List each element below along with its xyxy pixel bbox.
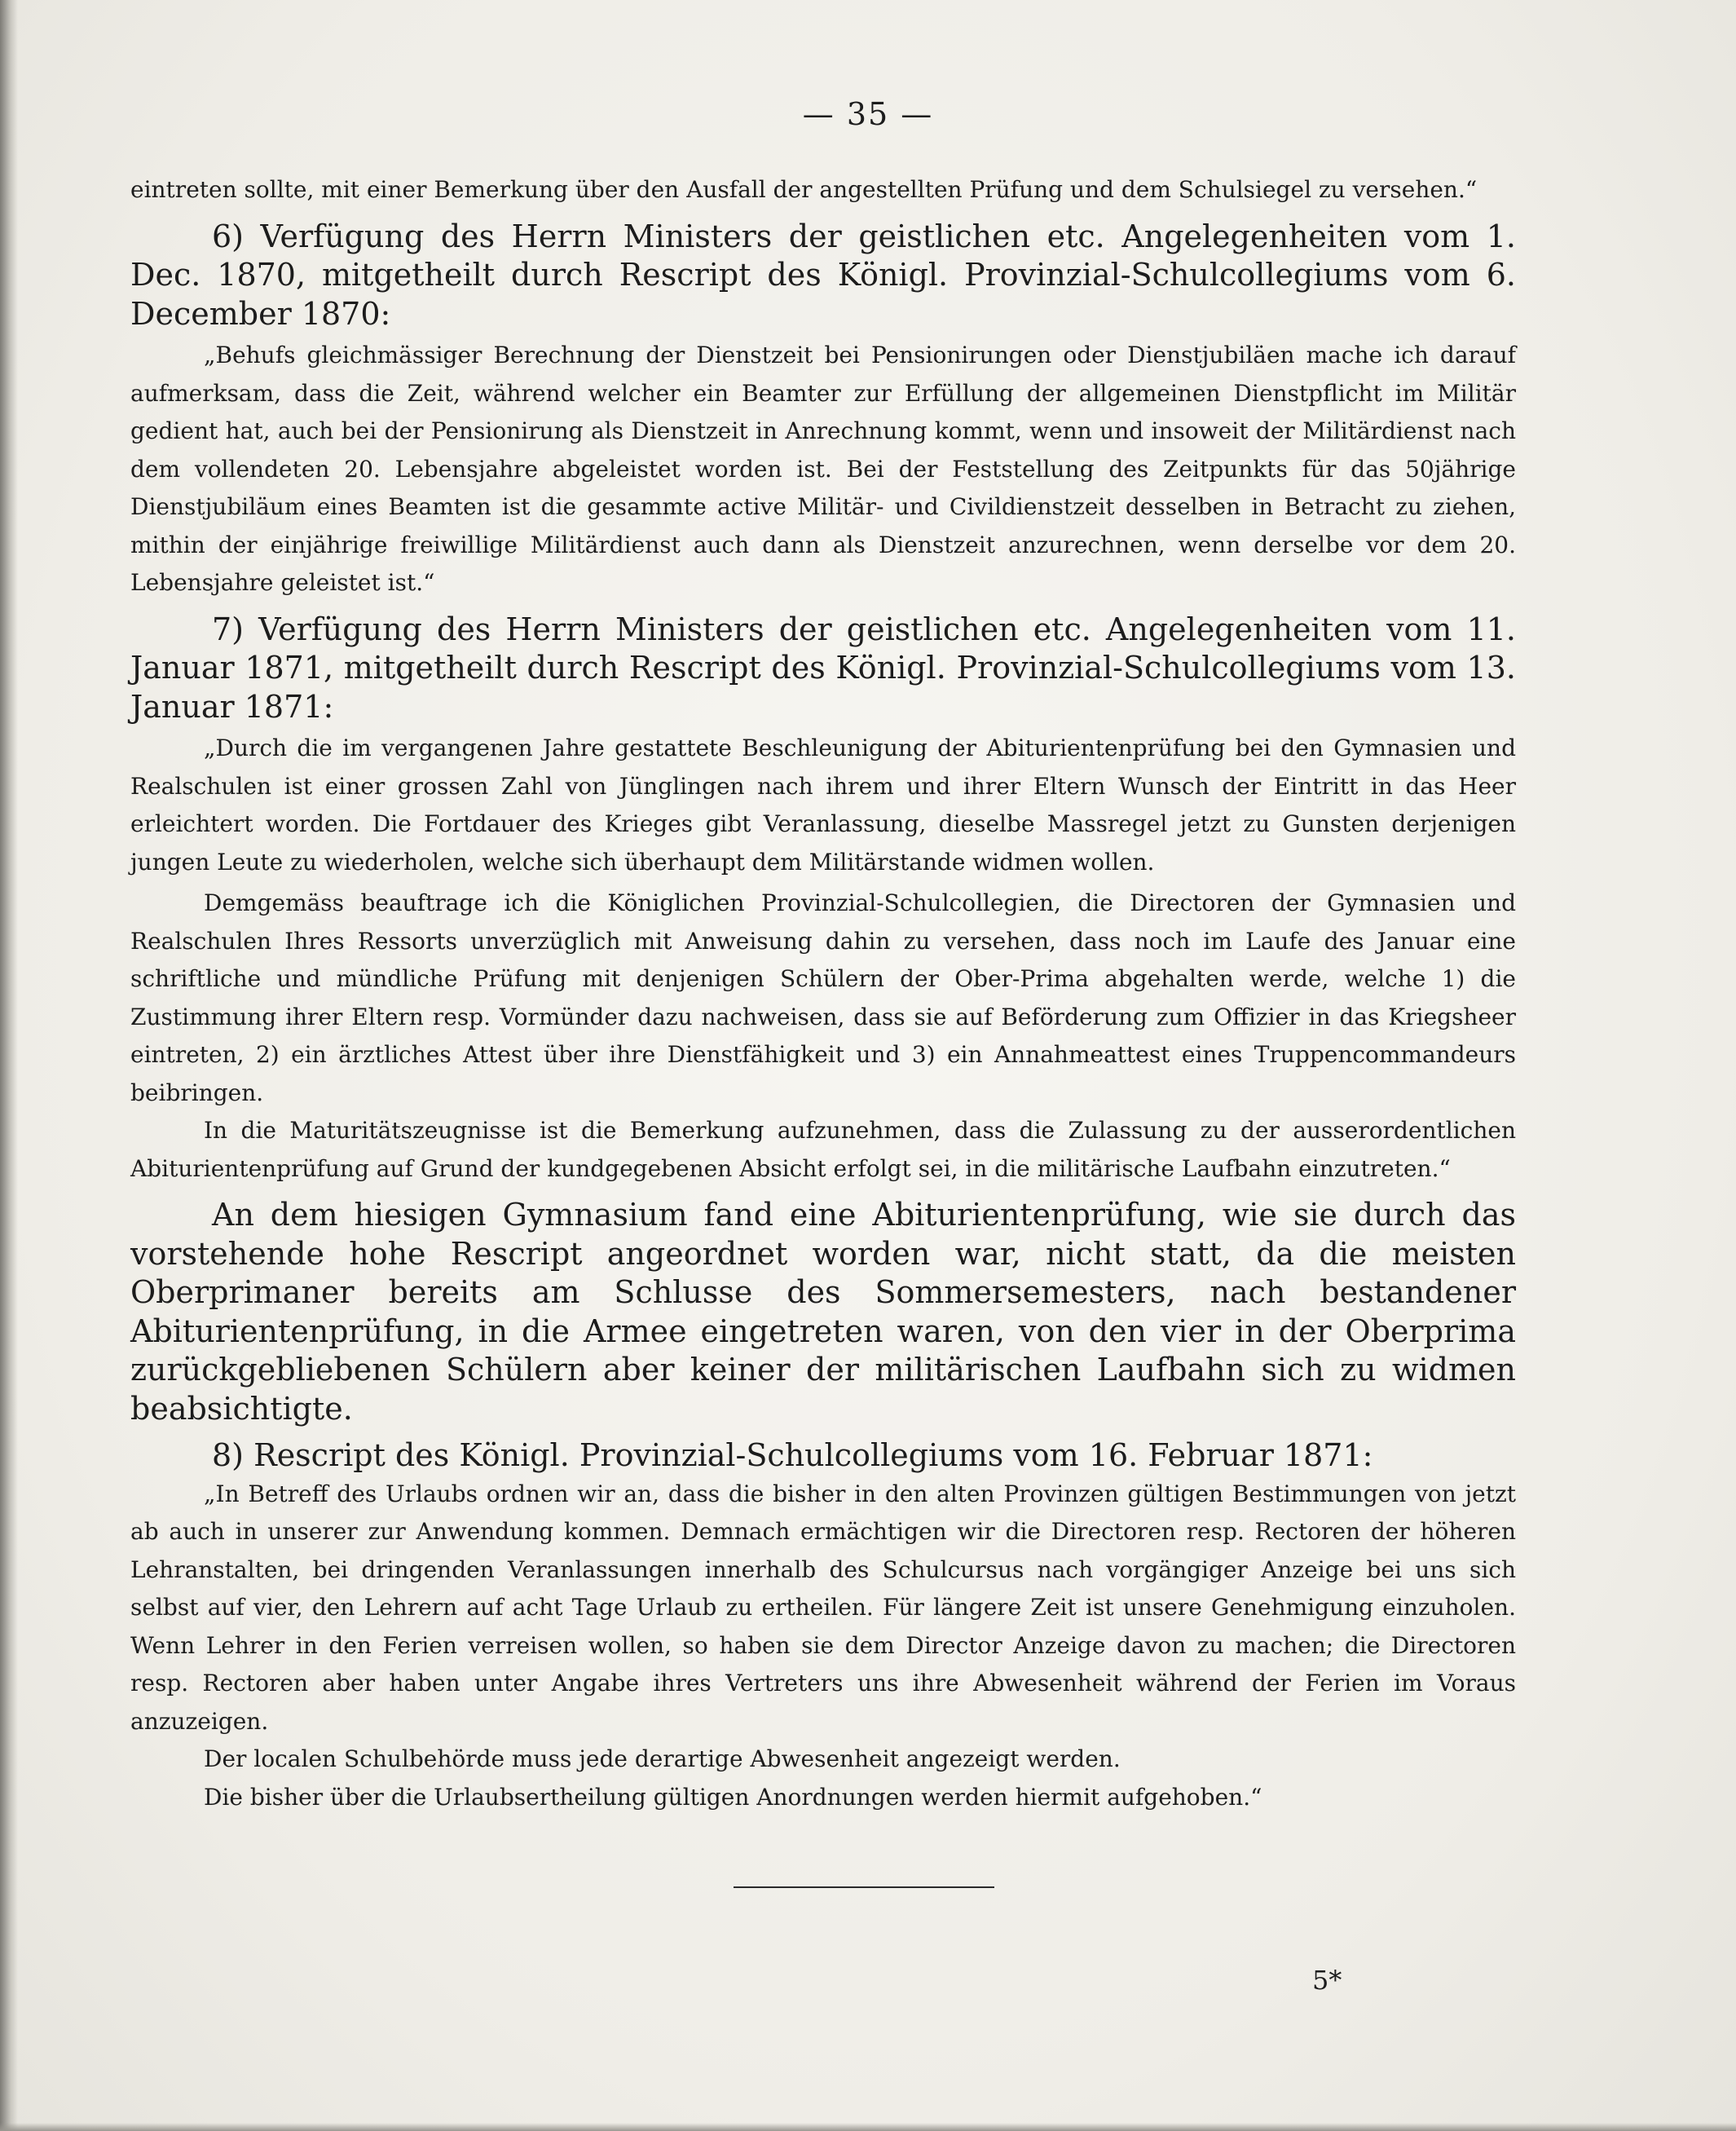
section-7-quote-paragraph-3: In die Maturitätszeugnisse ist die Bemerkung aufzunehmen, dass die Zulassung zu der ausserordentlichen Abiturientenprüfung auf Grund der kundgegebenen Absicht erfolgt sei, in die militärische Laufbahn einzutreten.“ [130, 1117, 1516, 1182]
page-bottom-shadow [0, 2123, 1736, 2131]
section-8-quote-paragraph-2: Der localen Schulbehörde muss jede derartige Abwesenheit angezeigt werden. [204, 1745, 1121, 1772]
page-edge-shadow [0, 0, 18, 2131]
section-7-quote-paragraph-1: „Durch die im vergangenen Jahre gestattete Beschleunigung der Abiturientenprüfung bei den Gymnasien und Realschulen ist einer grossen Zahl von Jünglingen nach ihrem und ihrer Eltern Wunsch der Eintritt in das Heer erleichtert worden. Die Fortdauer des Krieges gibt Veranlassung, dieselbe Massregel jetzt zu Gunsten derjenigen jungen Leute zu wiederholen, welche sich überhaupt dem Militärstande widmen wollen. [130, 735, 1516, 876]
sheet-signature: 5* [1312, 1965, 1342, 1996]
gymnasium-note-paragraph: An dem hiesigen Gymnasium fand eine Abiturientenprüfung, wie sie durch das vorstehende hohe Rescript angeordnet worden war, nicht statt, da die meisten Oberprimaner bereits am Schlusse des Sommersemesters, nach bestandener Abiturientenprüfung, in die Armee eingetreten waren, von den vier in der Oberprima zurückgebliebenen Schülern aber keiner der militärischen Laufbahn sich zu widmen beabsichtigte. [130, 1197, 1516, 1427]
section-8-heading: 8) Rescript des Königl. Provinzial-Schulcollegiums vom 16. Februar 1871: [212, 1437, 1373, 1473]
section-7-heading: 7) Verfügung des Herrn Ministers der geistlichen etc. Angelegenheiten vom 11. Januar 1871, mitgetheilt durch Rescript des Königl. Provinzial-Schulcollegiums vom 13. Januar 1871: [130, 611, 1516, 725]
section-6-quote: „Behufs gleichmässiger Berechnung der Dienstzeit bei Pensionirungen oder Dienstjubiläen mache ich darauf aufmerksam, dass die Zeit, während welcher ein Beamter zur Erfüllung der allgemeinen Dienstpflicht im Militär gedient hat, auch bei der Pensionirung als Dienstzeit in Anrechnung kommt, wenn und insoweit der Militärdienst nach dem vollendeten 20. Lebensjahre abgeleistet worden ist. Bei der Feststellung des Zeitpunkts für das 50jährige Dienstjubiläum eines Beamten ist die gesammte active Militär- und Civildienstzeit desselben in Betracht zu ziehen, mithin der einjährige freiwillige Militärdienst auch dann als Dienstzeit anzurechnen, wenn derselbe vor dem 20. Lebensjahre geleistet ist.“ [130, 342, 1516, 596]
section-6-heading: 6) Verfügung des Herrn Ministers der geistlichen etc. Angelegenheiten vom 1. Dec. 1870, mitgetheilt durch Rescript des Königl. Provinzial-Schulcollegiums vom 6. December 1870: [130, 218, 1516, 332]
section-8-quote-paragraph-1: „In Betreff des Urlaubs ordnen wir an, dass die bisher in den alten Provinzen gültigen Bestimmungen von jetzt ab auch in unserer zur Anwendung kommen. Demnach ermächtigen wir die Directoren resp. Rectoren der höheren Lehranstalten, bei dringenden Veranlassungen innerhalb des Schulcursus nach vorgängiger Anzeige bei uns sich selbst auf vier, den Lehrern auf acht Tage Urlaub zu ertheilen. Für längere Zeit ist unsere Genehmigung einzuholen. Wenn Lehrer in den Ferien verreisen wollen, so haben sie dem Director Anzeige davon zu machen; die Directoren resp. Rectoren aber haben unter Angabe ihres Vertreters uns ihre Abwesenheit während der Ferien im Voraus anzuzeigen. [130, 1480, 1516, 1735]
section-8-quote-paragraph-3: Die bisher über die Urlaubsertheilung gültigen Anordnungen werden hiermit aufgehoben.“ [204, 1783, 1262, 1811]
body-text [130, 171, 1516, 1888]
section-7-quote-paragraph-2: Demgemäss beauftrage ich die Königlichen Provinzial-Schulcollegien, die Directoren der Gymnasien und Realschulen Ihres Ressorts unverzüglich mit Anweisung dahin zu versehen, dass noch im Laufe des Januar eine schriftliche und mündliche Prüfung mit denjenigen Schülern der Ober-Prima abgehalten werde, welche 1) die Zustimmung ihrer Eltern resp. Vormünder dazu nachweisen, dass sie auf Beförderung zum Offizier in das Kriegsheer eintreten, 2) ein ärztliches Attest über ihre Dienstfähigkeit und 3) ein Annahmeattest eines Truppencommandeurs beibringen. [130, 889, 1516, 1106]
continued-paragraph: eintreten sollte, mit einer Bemerkung über den Ausfall der angestellten Prüfung und dem Schulsiegel zu versehen.“ [130, 176, 1478, 203]
closing-rule [734, 1886, 994, 1888]
page-number: — 35 — [802, 96, 934, 132]
